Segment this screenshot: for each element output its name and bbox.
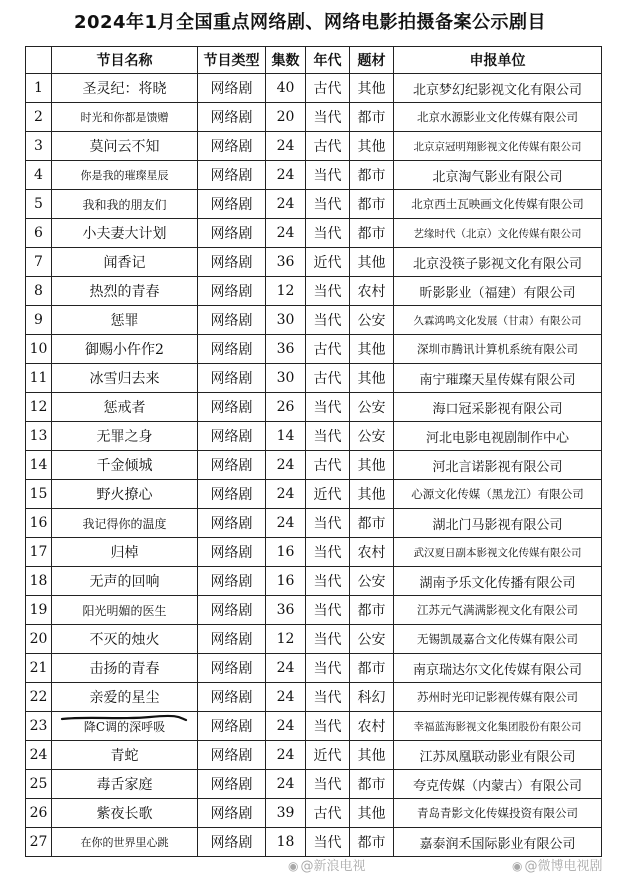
genre-cell: 其他 [350, 451, 394, 480]
program-type-cell: 网络剧 [198, 74, 266, 103]
genre-cell: 公安 [350, 306, 394, 335]
episodes-cell: 36 [266, 248, 306, 277]
table-row [26, 799, 602, 828]
episodes-cell: 24 [266, 161, 306, 190]
row-index-cell: 26 [26, 799, 52, 828]
table-header-row [26, 47, 602, 74]
era-cell: 当代 [306, 770, 350, 799]
era-cell: 当代 [306, 712, 350, 741]
era-cell: 当代 [306, 306, 350, 335]
episodes-cell: 16 [266, 567, 306, 596]
era-cell: 当代 [306, 654, 350, 683]
program-type-cell: 网络剧 [198, 364, 266, 393]
genre-cell: 公安 [350, 625, 394, 654]
episodes-cell: 24 [266, 480, 306, 509]
era-cell: 当代 [306, 219, 350, 248]
episodes-cell: 24 [266, 509, 306, 538]
applicant-cell: 夸克传媒（内蒙古）有限公司 [394, 770, 602, 799]
applicant-cell: 嘉泰润禾国际影业有限公司 [394, 828, 602, 857]
episodes-cell: 16 [266, 538, 306, 567]
row-index-cell: 24 [26, 741, 52, 770]
applicant-cell: 河北电影电视剧制作中心 [394, 422, 602, 451]
row-index-cell: 18 [26, 567, 52, 596]
episodes-cell: 24 [266, 683, 306, 712]
program-type-cell: 网络剧 [198, 683, 266, 712]
era-cell: 当代 [306, 567, 350, 596]
row-index-cell: 21 [26, 654, 52, 683]
row-index-cell: 23 [26, 712, 52, 741]
table-row [26, 596, 602, 625]
header-program-type: 节目类型 [198, 47, 266, 74]
genre-cell: 农村 [350, 712, 394, 741]
applicant-cell: 北京淘气影业有限公司 [394, 161, 602, 190]
program-name-cell: 惩罪 [52, 306, 198, 335]
header-genre: 题材 [350, 47, 394, 74]
applicant-cell: 武汉夏日副本影视文化传媒有限公司 [394, 538, 602, 567]
era-cell: 古代 [306, 132, 350, 161]
era-cell: 古代 [306, 799, 350, 828]
program-type-cell: 网络剧 [198, 306, 266, 335]
row-index-cell: 15 [26, 480, 52, 509]
program-type-cell: 网络剧 [198, 451, 266, 480]
header-episodes: 集数 [266, 47, 306, 74]
genre-cell: 其他 [350, 335, 394, 364]
applicant-cell: 海口冠采影视有限公司 [394, 393, 602, 422]
program-type-cell: 网络剧 [198, 509, 266, 538]
row-index-cell: 7 [26, 248, 52, 277]
table-row [26, 509, 602, 538]
table-row [26, 393, 602, 422]
row-index-cell: 2 [26, 103, 52, 132]
program-name-cell: 千金倾城 [52, 451, 198, 480]
applicant-cell: 北京梦幻纪影视文化有限公司 [394, 74, 602, 103]
era-cell: 当代 [306, 190, 350, 219]
row-index-cell: 14 [26, 451, 52, 480]
program-type-cell: 网络剧 [198, 132, 266, 161]
era-cell: 当代 [306, 422, 350, 451]
applicant-cell: 苏州时光印记影视传媒有限公司 [394, 683, 602, 712]
era-cell: 当代 [306, 161, 350, 190]
header-index [26, 47, 52, 74]
program-type-cell: 网络剧 [198, 596, 266, 625]
table-row [26, 567, 602, 596]
applicant-cell: 河北言诺影视有限公司 [394, 451, 602, 480]
drama-filing-table [25, 46, 602, 857]
watermark-weibo-drama: ◉ @微博电视剧 [512, 859, 603, 874]
era-cell: 当代 [306, 509, 350, 538]
weibo-icon: ◉ [288, 859, 299, 873]
genre-cell: 其他 [350, 248, 394, 277]
row-index-cell: 19 [26, 596, 52, 625]
genre-cell: 农村 [350, 538, 394, 567]
program-name-cell: 亲爱的星尘 [52, 683, 198, 712]
program-name-cell: 闻香记 [52, 248, 198, 277]
era-cell: 当代 [306, 683, 350, 712]
episodes-cell: 24 [266, 190, 306, 219]
episodes-cell: 18 [266, 828, 306, 857]
applicant-cell: 湖南予乐文化传播有限公司 [394, 567, 602, 596]
program-name-cell: 无声的回响 [52, 567, 198, 596]
applicant-cell: 青岛青影文化传媒投资有限公司 [394, 799, 602, 828]
program-type-cell: 网络剧 [198, 190, 266, 219]
program-type-cell: 网络剧 [198, 219, 266, 248]
program-type-cell: 网络剧 [198, 538, 266, 567]
genre-cell: 都市 [350, 509, 394, 538]
episodes-cell: 24 [266, 741, 306, 770]
table-row [26, 248, 602, 277]
genre-cell: 公安 [350, 567, 394, 596]
table-row [26, 828, 602, 857]
genre-cell: 都市 [350, 654, 394, 683]
row-index-cell: 5 [26, 190, 52, 219]
row-index-cell: 4 [26, 161, 52, 190]
applicant-cell: 北京没筷子影视文化有限公司 [394, 248, 602, 277]
applicant-cell: 久霖鸿鸣文化发展（甘肃）有限公司 [394, 306, 602, 335]
episodes-cell: 36 [266, 335, 306, 364]
table-row [26, 683, 602, 712]
program-type-cell: 网络剧 [198, 248, 266, 277]
applicant-cell: 心源文化传媒（黑龙江）有限公司 [394, 480, 602, 509]
applicant-cell: 南京瑞达尔文化传媒有限公司 [394, 654, 602, 683]
episodes-cell: 24 [266, 451, 306, 480]
table-row [26, 364, 602, 393]
watermark-sina-tv: ◉ @新浪电视 [288, 859, 366, 874]
program-type-cell: 网络剧 [198, 741, 266, 770]
genre-cell: 其他 [350, 132, 394, 161]
episodes-cell: 30 [266, 306, 306, 335]
episodes-cell: 20 [266, 103, 306, 132]
genre-cell: 其他 [350, 364, 394, 393]
table-row [26, 480, 602, 509]
program-name-cell: 圣灵纪：将晓 [52, 74, 198, 103]
program-name-cell: 击扬的青春 [52, 654, 198, 683]
program-name-cell: 降C调的深呼吸 [52, 712, 198, 741]
applicant-cell: 北京京冠明翔影视文化传媒有限公司 [394, 132, 602, 161]
program-name-cell: 时光和你都是馈赠 [52, 103, 198, 132]
row-index-cell: 12 [26, 393, 52, 422]
table-row [26, 770, 602, 799]
program-name-cell: 冰雪归去来 [52, 364, 198, 393]
header-applicant: 申报单位 [394, 47, 602, 74]
header-program-name: 节目名称 [52, 47, 198, 74]
program-name-cell: 归棹 [52, 538, 198, 567]
row-index-cell: 16 [26, 509, 52, 538]
era-cell: 近代 [306, 248, 350, 277]
era-cell: 当代 [306, 393, 350, 422]
program-name-cell: 在你的世界里心跳 [52, 828, 198, 857]
program-type-cell: 网络剧 [198, 422, 266, 451]
program-name-cell: 紫夜长歌 [52, 799, 198, 828]
episodes-cell: 39 [266, 799, 306, 828]
program-name-cell: 我记得你的温度 [52, 509, 198, 538]
program-name-cell: 小夫妻大计划 [52, 219, 198, 248]
row-index-cell: 8 [26, 277, 52, 306]
table-row [26, 712, 602, 741]
table-row [26, 277, 602, 306]
row-index-cell: 10 [26, 335, 52, 364]
genre-cell: 其他 [350, 74, 394, 103]
program-name-cell: 热烈的青春 [52, 277, 198, 306]
applicant-cell: 江苏凤凰联动影业有限公司 [394, 741, 602, 770]
episodes-cell: 12 [266, 277, 306, 306]
row-index-cell: 6 [26, 219, 52, 248]
program-name-cell: 野火撩心 [52, 480, 198, 509]
table-row [26, 741, 602, 770]
program-name-cell: 我和我的朋友们 [52, 190, 198, 219]
genre-cell: 都市 [350, 103, 394, 132]
table-row [26, 74, 602, 103]
era-cell: 古代 [306, 74, 350, 103]
table-row [26, 625, 602, 654]
weibo-icon: ◉ [512, 859, 523, 873]
applicant-cell: 艺缘时代（北京）文化传媒有限公司 [394, 219, 602, 248]
table-row [26, 538, 602, 567]
program-type-cell: 网络剧 [198, 161, 266, 190]
applicant-cell: 昕影影业（福建）有限公司 [394, 277, 602, 306]
table-row [26, 335, 602, 364]
episodes-cell: 30 [266, 364, 306, 393]
table-row [26, 306, 602, 335]
program-name-cell: 御赐小仵作2 [52, 335, 198, 364]
era-cell: 当代 [306, 596, 350, 625]
table-row [26, 422, 602, 451]
table-row [26, 654, 602, 683]
era-cell: 近代 [306, 741, 350, 770]
era-cell: 古代 [306, 364, 350, 393]
applicant-cell: 无锡凯晟嘉合文化传媒有限公司 [394, 625, 602, 654]
table-row [26, 190, 602, 219]
table-row [26, 103, 602, 132]
applicant-cell: 湖北门马影视有限公司 [394, 509, 602, 538]
program-type-cell: 网络剧 [198, 799, 266, 828]
applicant-cell: 北京西土瓦映画文化传媒有限公司 [394, 190, 602, 219]
program-name-cell: 惩戒者 [52, 393, 198, 422]
row-index-cell: 25 [26, 770, 52, 799]
episodes-cell: 40 [266, 74, 306, 103]
genre-cell: 都市 [350, 770, 394, 799]
episodes-cell: 24 [266, 219, 306, 248]
genre-cell: 其他 [350, 799, 394, 828]
genre-cell: 其他 [350, 741, 394, 770]
era-cell: 古代 [306, 451, 350, 480]
program-name-cell: 莫问云不知 [52, 132, 198, 161]
applicant-cell: 深圳市腾讯计算机系统有限公司 [394, 335, 602, 364]
episodes-cell: 12 [266, 625, 306, 654]
era-cell: 当代 [306, 103, 350, 132]
applicant-cell: 南宁璀璨天星传媒有限公司 [394, 364, 602, 393]
header-era: 年代 [306, 47, 350, 74]
row-index-cell: 27 [26, 828, 52, 857]
program-name-cell: 青蛇 [52, 741, 198, 770]
page-title: 2024年1月全国重点网络剧、网络电影拍摄备案公示剧目 [73, 12, 547, 33]
program-type-cell: 网络剧 [198, 828, 266, 857]
table-row [26, 161, 602, 190]
row-index-cell: 20 [26, 625, 52, 654]
applicant-cell: 北京水源影业文化传媒有限公司 [394, 103, 602, 132]
program-type-cell: 网络剧 [198, 770, 266, 799]
genre-cell: 农村 [350, 277, 394, 306]
applicant-cell: 江苏元气满满影视文化有限公司 [394, 596, 602, 625]
program-name-cell: 毒舌家庭 [52, 770, 198, 799]
episodes-cell: 26 [266, 393, 306, 422]
program-type-cell: 网络剧 [198, 335, 266, 364]
era-cell: 古代 [306, 335, 350, 364]
program-name-cell: 不灭的烛火 [52, 625, 198, 654]
program-type-cell: 网络剧 [198, 625, 266, 654]
row-index-cell: 22 [26, 683, 52, 712]
row-index-cell: 1 [26, 74, 52, 103]
program-type-cell: 网络剧 [198, 277, 266, 306]
era-cell: 当代 [306, 538, 350, 567]
program-type-cell: 网络剧 [198, 393, 266, 422]
episodes-cell: 24 [266, 712, 306, 741]
genre-cell: 都市 [350, 161, 394, 190]
genre-cell: 科幻 [350, 683, 394, 712]
genre-cell: 都市 [350, 190, 394, 219]
genre-cell: 都市 [350, 596, 394, 625]
program-name-cell: 无罪之身 [52, 422, 198, 451]
genre-cell: 其他 [350, 480, 394, 509]
program-name-cell: 阳光明媚的医生 [52, 596, 198, 625]
episodes-cell: 36 [266, 596, 306, 625]
program-type-cell: 网络剧 [198, 567, 266, 596]
era-cell: 当代 [306, 625, 350, 654]
row-index-cell: 3 [26, 132, 52, 161]
applicant-cell: 幸福蓝海影视文化集团股份有限公司 [394, 712, 602, 741]
era-cell: 当代 [306, 828, 350, 857]
episodes-cell: 14 [266, 422, 306, 451]
row-index-cell: 13 [26, 422, 52, 451]
table-row [26, 219, 602, 248]
program-type-cell: 网络剧 [198, 103, 266, 132]
table-row [26, 132, 602, 161]
table-row [26, 451, 602, 480]
row-index-cell: 17 [26, 538, 52, 567]
program-type-cell: 网络剧 [198, 712, 266, 741]
era-cell: 当代 [306, 277, 350, 306]
program-type-cell: 网络剧 [198, 480, 266, 509]
episodes-cell: 24 [266, 132, 306, 161]
genre-cell: 公安 [350, 393, 394, 422]
row-index-cell: 11 [26, 364, 52, 393]
era-cell: 近代 [306, 480, 350, 509]
genre-cell: 公安 [350, 422, 394, 451]
episodes-cell: 24 [266, 770, 306, 799]
episodes-cell: 24 [266, 654, 306, 683]
program-name-cell: 你是我的璀璨星辰 [52, 161, 198, 190]
program-type-cell: 网络剧 [198, 654, 266, 683]
row-index-cell: 9 [26, 306, 52, 335]
genre-cell: 都市 [350, 219, 394, 248]
genre-cell: 都市 [350, 828, 394, 857]
